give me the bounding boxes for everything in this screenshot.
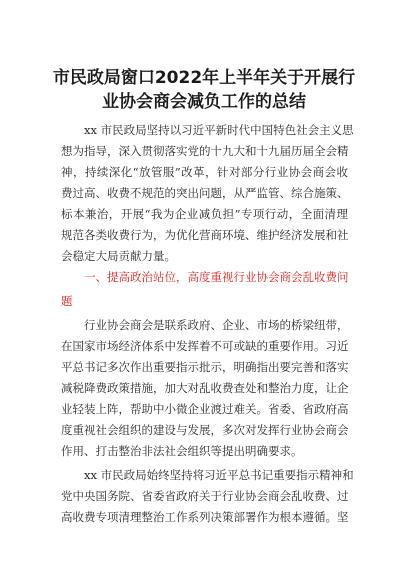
paragraph-2-line: 度重视社会组织的建设与发展，多次对发挥行业协会商会	[61, 423, 349, 437]
document-title-line-2: 业协会商会减负工作的总结	[102, 92, 306, 112]
paragraph-2-line: 行业协会商会是联系政府、企业、市场的桥梁纽带，	[84, 318, 349, 332]
document-title-line-1: 市民政局窗口2022年上半年关于开展行	[52, 68, 356, 88]
paragraph-2-line: 业轻装上阵，帮助中小微企业渡过难关。省委、省政府高	[61, 402, 349, 416]
paragraph-1-line: 会稳定大局贡献力量。	[61, 249, 176, 263]
paragraph-3-line: xx 市民政局始终坚持将习近平总书记重要指示精神和	[84, 468, 354, 482]
paragraph-3-line: 高收费专项清理整治工作系列决策部署作为根本遵循。坚	[61, 510, 349, 524]
paragraph-1-line: 神，持续深化“放管服”改革，针对部分行业协会商会收	[61, 165, 348, 179]
paragraph-1-line: 费过高、收费不规范的突出问题，从严监管、综合施策、	[61, 186, 349, 200]
paragraph-1-line: 想为指导，深入贯彻落实党的十九大和十九届历届全会精	[61, 144, 349, 158]
paragraph-3-line: 党中央国务院、省委省政府关于行业协会商会乱收费、过	[61, 489, 349, 503]
paragraph-2-line: 作用、打击整治非法社会组织等提出明确要求。	[61, 444, 303, 458]
paragraph-1-line: 标本兼治，开展“我为企业减负担”专项行动，全面清理	[61, 207, 348, 221]
paragraph-2-line: 在国家市场经济体系中发挥着不可或缺的重要作用。习近	[61, 339, 349, 353]
section-heading-1: 一、提高政治站位，高度重视行业协会商会乱收费问	[84, 270, 349, 284]
paragraph-2-line: 减税降费政策措施，加大对乱收费查处和整治力度，让企	[61, 381, 349, 395]
paragraph-1-line: xx 市民政局坚持以习近平新时代中国特色社会主义思	[84, 123, 354, 137]
paragraph-1-line: 规范各类收费行为，为优化营商环境、维护经济发展和社	[61, 228, 349, 242]
paragraph-2-line: 平总书记多次作出重要指示批示，明确指出要完善和落实	[61, 360, 349, 374]
section-heading-1-cont: 题	[61, 294, 73, 308]
